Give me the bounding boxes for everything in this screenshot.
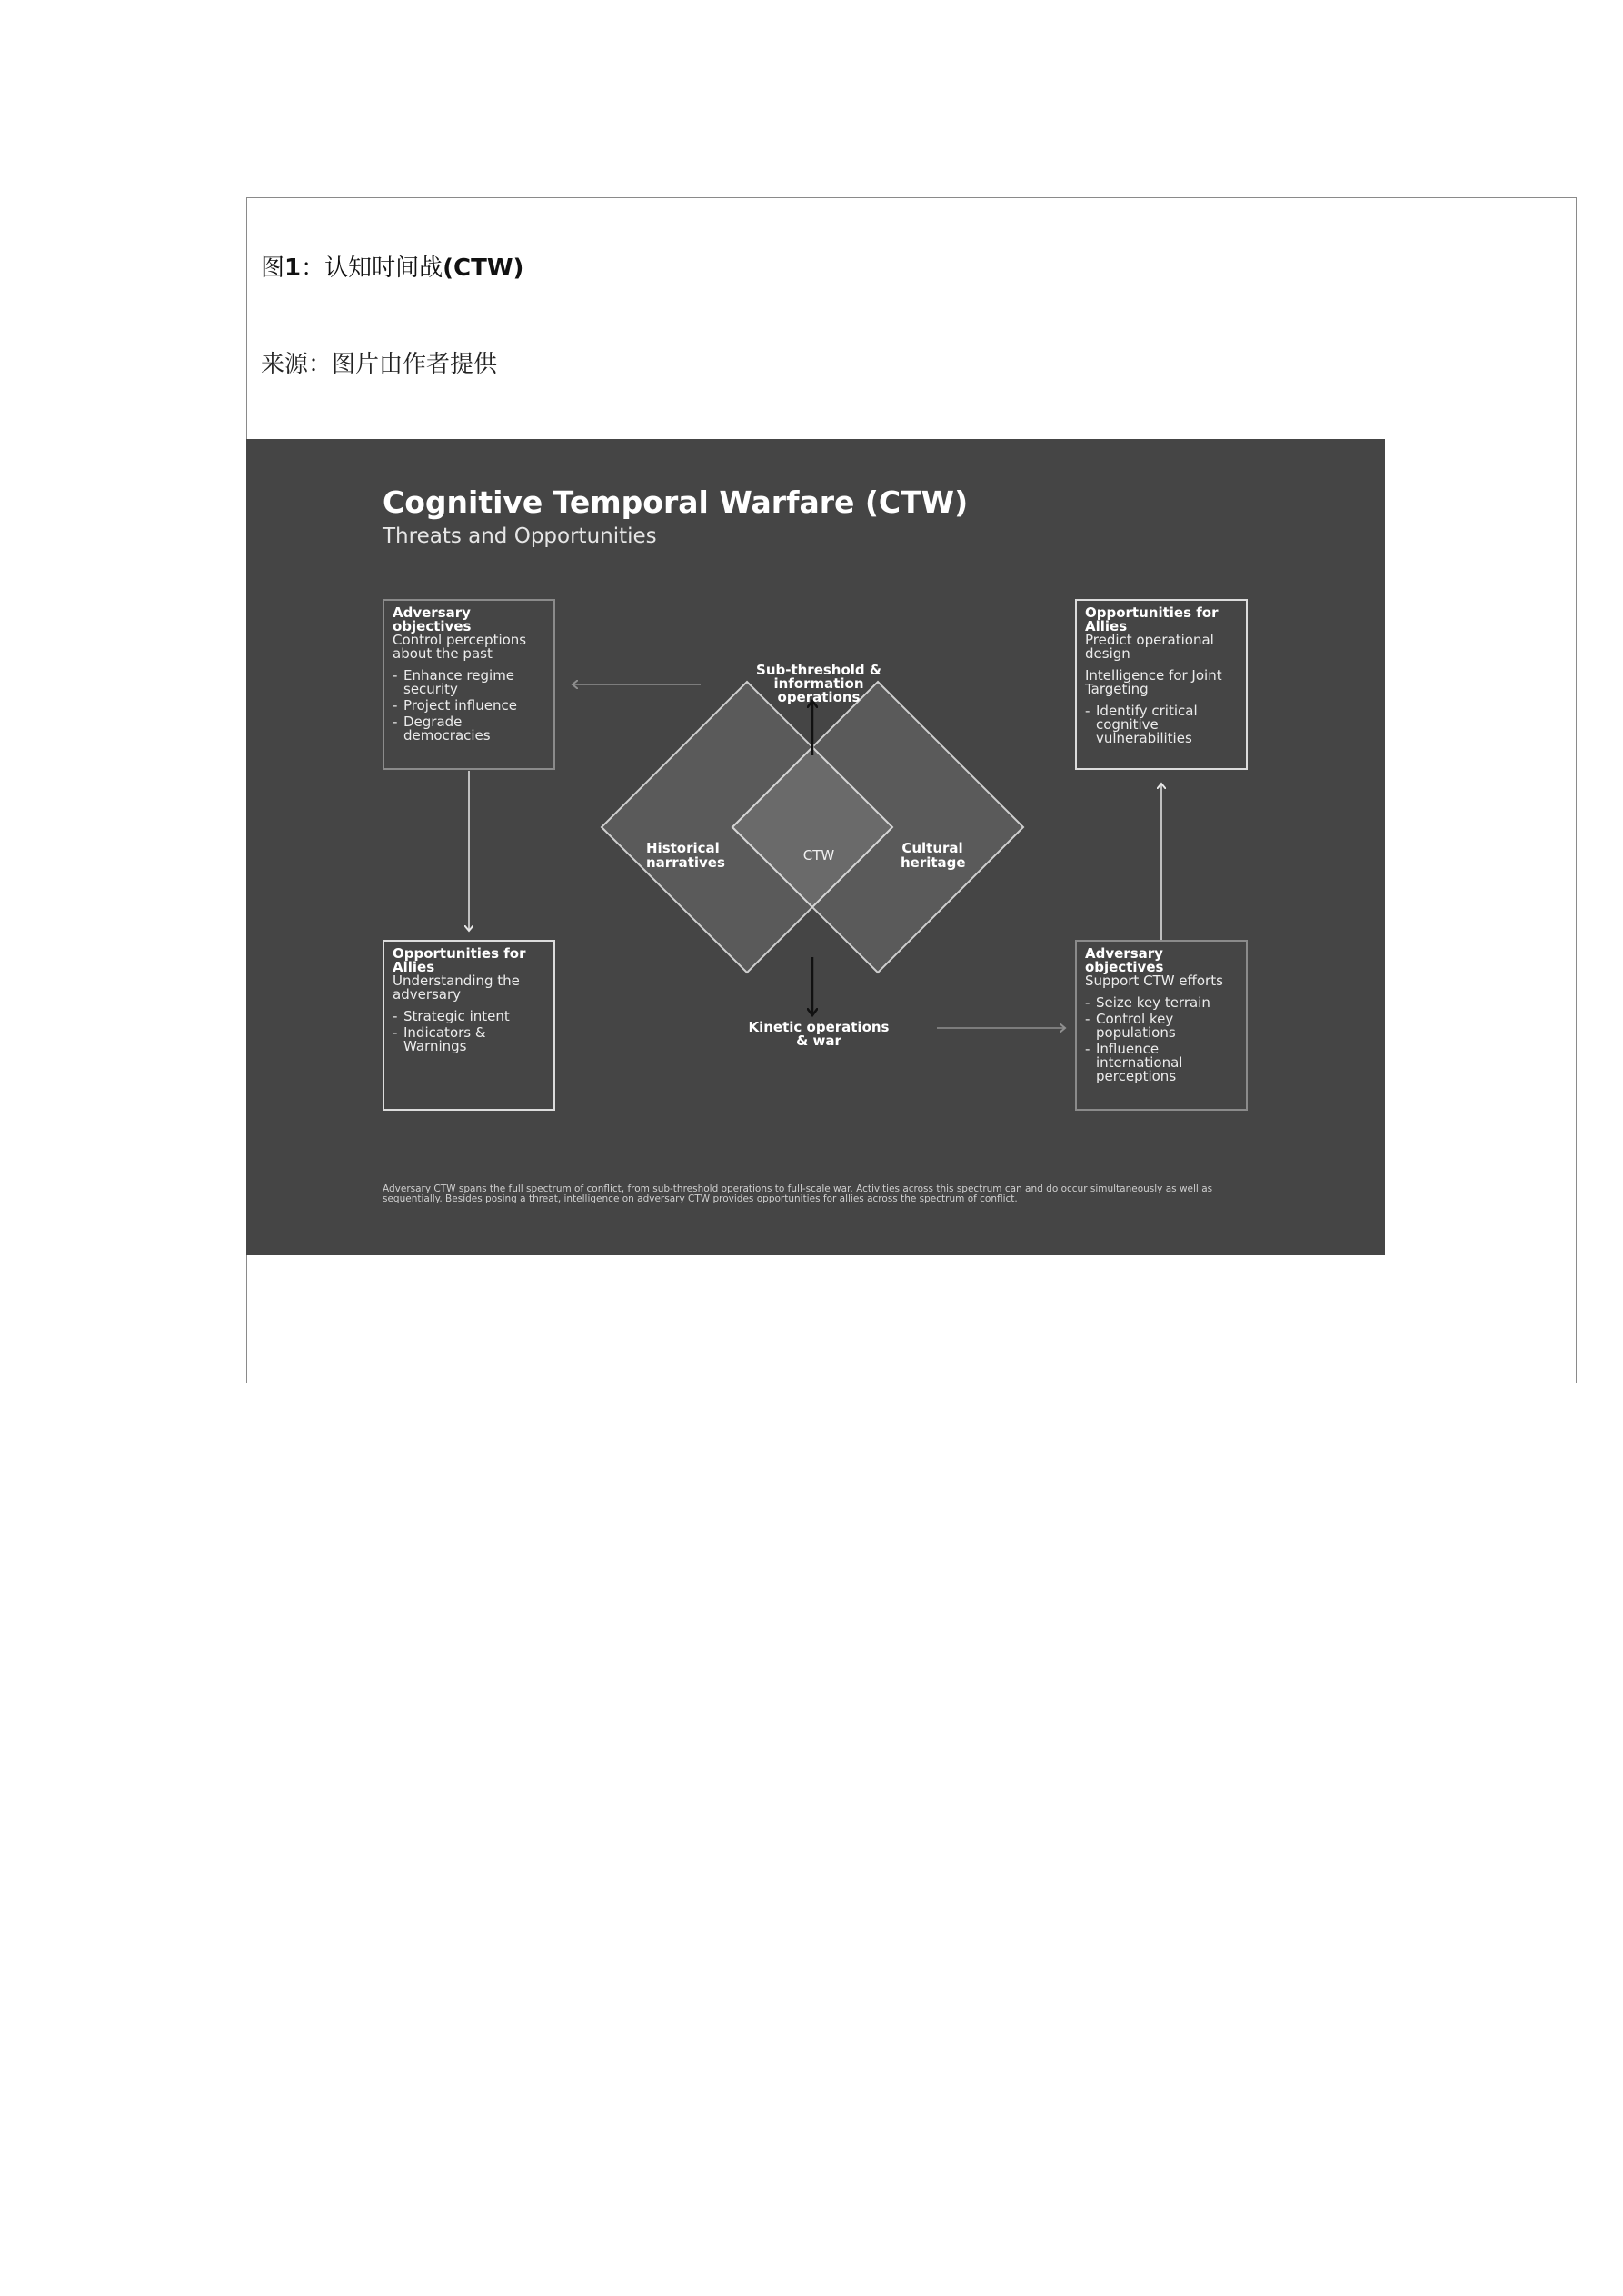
diagram-title: Cognitive Temporal Warfare (CTW) bbox=[383, 484, 969, 520]
box-heading: Opportunities for Allies bbox=[393, 945, 526, 975]
list-item: - Influence international perceptions bbox=[1085, 1043, 1238, 1083]
list-item: - Identify critical cognitive vulnerabilities bbox=[1085, 704, 1238, 745]
historical-narratives-text: Historical narratives bbox=[646, 840, 725, 871]
historical-narratives-label bbox=[637, 841, 728, 870]
box-heading: Adversary objectives bbox=[393, 604, 472, 634]
kinetic-label bbox=[728, 1021, 910, 1048]
kinetic-label-text: Kinetic operations & war bbox=[748, 1019, 890, 1049]
list-item: - Degrade democracies bbox=[393, 715, 545, 743]
figure-caption-title bbox=[261, 249, 523, 283]
list-item: - Project influence bbox=[393, 699, 545, 713]
box-heading: Opportunities for Allies bbox=[1085, 604, 1219, 634]
adversary-objectives-box-top bbox=[383, 599, 555, 770]
diagram-footnote: Adversary CTW spans the full spectrum of conflict, from sub-threshold operations to full-scale war. Activities across this spectrum can and do occur simultaneously as well as sequentially. Besides posing a threat, intelligence on adversary CTW provides opportunities for allies across the spectrum of conflict. bbox=[383, 1183, 1213, 1204]
caption-separator: ：认知时间战 bbox=[301, 255, 443, 282]
figure-source: 来源：图片由作者提供 bbox=[261, 351, 498, 378]
cultural-heritage-label bbox=[891, 841, 973, 870]
box-list bbox=[1085, 704, 1238, 745]
list-item: - Indicators & Warnings bbox=[393, 1026, 545, 1053]
subthreshold-label-text: Sub-threshold & information operations bbox=[756, 662, 881, 705]
box-list bbox=[393, 669, 545, 743]
list-item: - Seize key terrain bbox=[1085, 996, 1238, 1010]
box-subheading: Control perceptions about the past bbox=[393, 632, 527, 662]
box-list bbox=[1085, 996, 1238, 1083]
diagram-subtitle: Threats and Opportunities bbox=[383, 524, 657, 548]
box-list bbox=[393, 1010, 545, 1053]
list-item: - Enhance regime security bbox=[393, 669, 545, 696]
box-heading: Adversary objectives bbox=[1085, 945, 1164, 975]
box-subheading-secondary: Intelligence for Joint Targeting bbox=[1085, 667, 1222, 697]
adversary-objectives-box-bottom bbox=[1075, 940, 1248, 1111]
opportunities-allies-box-bottom bbox=[383, 940, 555, 1111]
list-item: - Strategic intent bbox=[393, 1010, 545, 1023]
ctw-center-label: CTW bbox=[802, 847, 835, 863]
opportunities-allies-box-top bbox=[1075, 599, 1248, 770]
ctw-diagram bbox=[246, 439, 1385, 1255]
caption-prefix: 图 bbox=[261, 255, 285, 282]
box-subheading: Support CTW efforts bbox=[1085, 973, 1223, 989]
subthreshold-label bbox=[728, 664, 910, 704]
cultural-heritage-text: Cultural heritage bbox=[901, 840, 966, 871]
list-item: - Control key populations bbox=[1085, 1013, 1238, 1040]
box-subheading: Understanding the adversary bbox=[393, 973, 520, 1003]
caption-suffix: (CTW) bbox=[443, 255, 524, 282]
box-subheading: Predict operational design bbox=[1085, 632, 1214, 662]
caption-number: 1 bbox=[284, 255, 302, 282]
